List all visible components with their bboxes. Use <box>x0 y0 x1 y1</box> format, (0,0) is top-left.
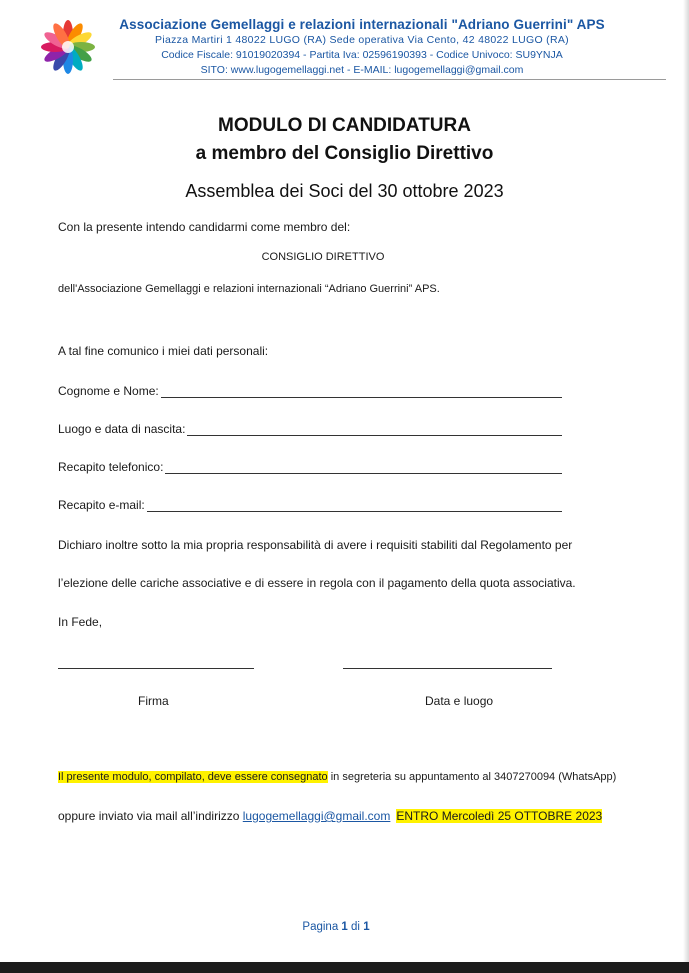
phone-input-line[interactable] <box>165 462 562 474</box>
form-title: MODULO DI CANDIDATURA <box>218 115 471 136</box>
page-indicator <box>0 921 672 933</box>
name-field[interactable] <box>58 384 562 398</box>
intro-text: Con la presente intendo candidarmi come membro del: <box>58 220 351 234</box>
form-subtitle: a membro del Consiglio Direttivo <box>195 143 494 164</box>
organization-address: Piazza Martiri 1 48022 LUGO (RA) Sede operativa Via Cento, 42 48022 LUGO (RA) <box>155 34 569 46</box>
organization-fiscal-info: Codice Fiscale: 91019020394 - Partita Iva: 02596190393 - Codice Univoco: SU9YNJA <box>161 49 563 61</box>
association-text: dell'Associazione Gemellaggi e relazioni internazionali “Adriano Guerrini” APS. <box>58 283 440 295</box>
email-note-prefix: oppure inviato via mail all’indirizzo <box>58 809 243 823</box>
date-place-line[interactable] <box>343 668 552 669</box>
page-edge-shadow <box>683 0 689 973</box>
contact-email-link[interactable]: lugogemellaggi@gmail.com <box>242 809 391 823</box>
birth-label: Luogo e data di nascita: <box>58 422 186 436</box>
phone-field[interactable] <box>58 460 562 474</box>
page-current: 1 <box>341 921 348 933</box>
association-flower-logo <box>40 19 96 75</box>
declaration-line-1: Dichiaro inoltre sotto la mia propria responsabilità di avere i requisiti stabiliti dal Regolamento per <box>58 538 573 552</box>
email-field[interactable] <box>58 498 562 512</box>
submission-note-rest: in segreteria su appuntamento al 3407270094 (WhatsApp) <box>327 771 617 783</box>
bottom-bar <box>0 962 689 973</box>
page-total: 1 <box>363 921 370 933</box>
in-fede-text: In Fede, <box>58 615 103 629</box>
email-label: Recapito e-mail: <box>58 498 145 512</box>
header-divider <box>113 79 666 80</box>
date-place-label: Data e luogo <box>425 694 494 708</box>
birth-input-line[interactable] <box>187 424 562 436</box>
signature-line[interactable] <box>58 668 254 669</box>
organ-name: CONSIGLIO DIRETTIVO <box>261 251 385 263</box>
personal-data-intro: A tal fine comunico i miei dati personali: <box>58 344 269 358</box>
name-input-line[interactable] <box>161 386 562 398</box>
email-submission-note <box>58 809 602 823</box>
organization-name: Associazione Gemellaggi e relazioni internazionali "Adriano Guerrini" APS <box>119 17 605 32</box>
page-word: Pagina <box>302 921 339 933</box>
signature-label: Firma <box>138 694 169 708</box>
assembly-date-heading: Assemblea dei Soci del 30 ottobre 2023 <box>185 181 504 201</box>
organization-website-email: SITO: www.lugogemellaggi.net - E-MAIL: lugogemellaggi@gmail.com <box>200 64 524 76</box>
declaration-line-2: l’elezione delle cariche associative e di essere in regola con il pagamento della quota associativa. <box>58 576 576 590</box>
email-input-line[interactable] <box>147 500 562 512</box>
submission-note <box>58 771 616 783</box>
birth-field[interactable] <box>58 422 562 436</box>
name-label: Cognome e Nome: <box>58 384 159 398</box>
page-of: di <box>351 921 360 933</box>
phone-label: Recapito telefonico: <box>58 460 164 474</box>
submission-note-highlight: Il presente modulo, compilato, deve essere consegnato <box>58 771 328 783</box>
deadline-highlight: ENTRO Mercoledì 25 OTTOBRE 2023 <box>396 809 603 823</box>
